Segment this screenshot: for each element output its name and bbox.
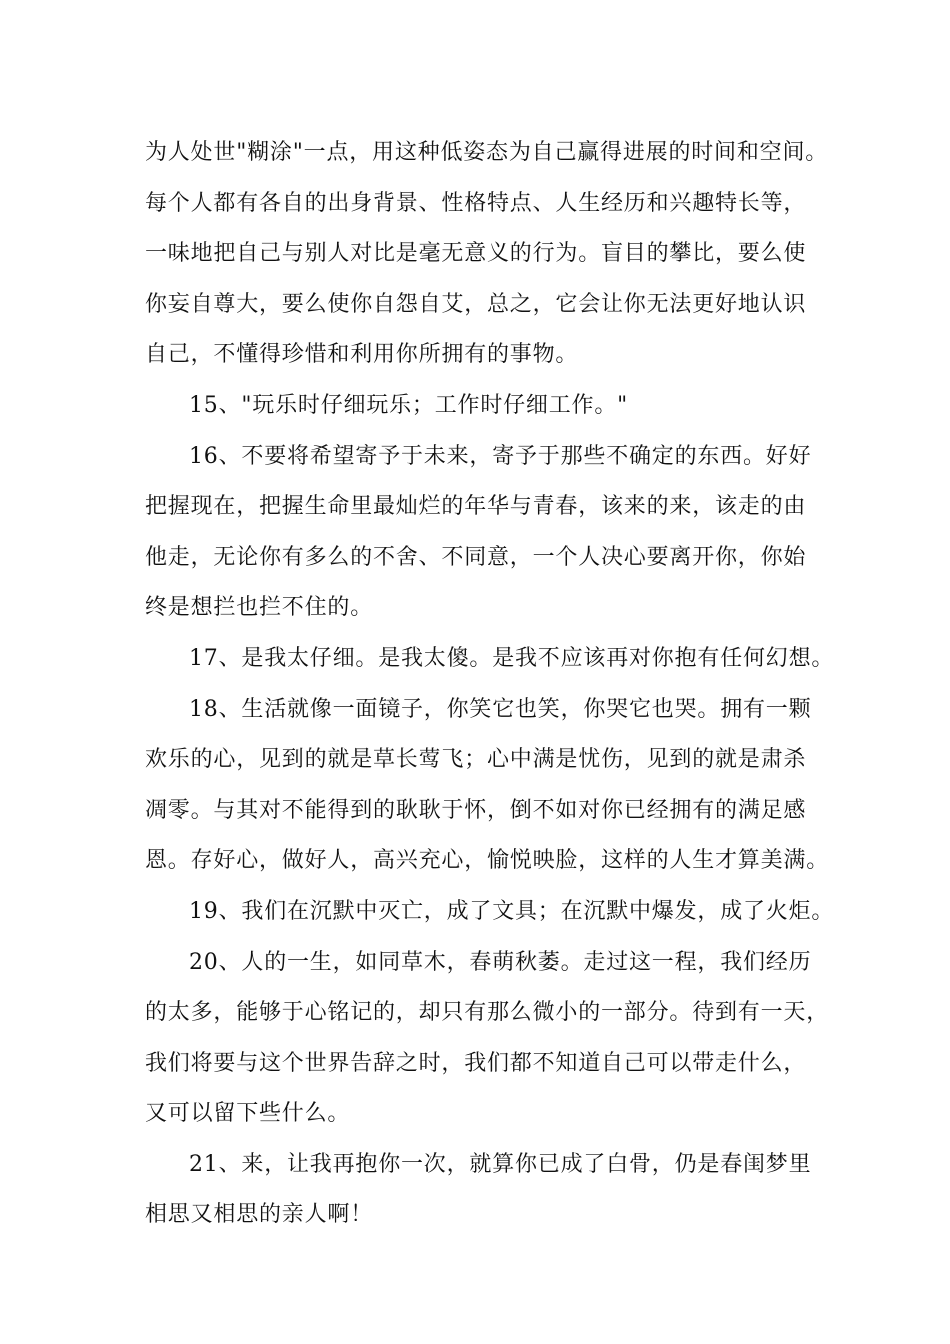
text-line: 终是想拦也拦不住的。 [145,595,374,621]
text-line: 他走，无论你有多么的不舍、不同意，一个人决心要离开你，你始 [145,544,807,570]
text-line: 欢乐的心，见到的就是草长莺飞；心中满是忧伤，见到的就是肃杀 [145,747,807,773]
text-line: 自己，不懂得珍惜和利用你所拥有的事物。 [145,342,579,368]
text-line: 20、人的一生，如同草木，春萌秋萎。走过这一程，我们经历 [189,949,812,975]
text-line: 21、来，让我再抱你一次，就算你已成了白骨，仍是春闺梦里 [189,1151,812,1177]
body-text [145,128,835,1241]
text-line: 凋零。与其对不能得到的耿耿于怀，倒不如对你已经拥有的满足感 [145,797,807,823]
text-line: 又可以留下些什么。 [145,1101,351,1127]
text-line: 为人处世"糊涂"一点，用这种低姿态为自己赢得进展的时间和空间。 [145,140,829,165]
text-line: 相思又相思的亲人啊！ [145,1202,374,1228]
text-line: 把握现在，把握生命里最灿烂的年华与青春，该来的来，该走的由 [145,494,807,520]
text-line: 19、我们在沉默中灭亡，成了文具；在沉默中爆发，成了火炬。 [189,898,835,924]
text-line: 15、"玩乐时仔细玩乐；工作时仔细工作。" [189,392,629,418]
text-line: 我们将要与这个世界告辞之时，我们都不知道自己可以带走什么， [145,1050,807,1076]
text-line: 你妄自尊大，要么使你自怨自艾，总之，它会让你无法更好地认识 [145,291,807,317]
text-line: 每个人都有各自的出身背景、性格特点、人生经历和兴趣特长等， [145,190,807,216]
text-line: 的太多，能够于心铭记的，却只有那么微小的一部分。待到有一天， [145,1000,830,1026]
text-line: 一味地把自己与别人对比是毫无意义的行为。盲目的攀比，要么使 [145,241,807,267]
text-line: 17、是我太仔细。是我太傻。是我不应该再对你抱有任何幻想。 [189,645,835,671]
text-line: 恩。存好心，做好人，高兴充心，愉悦映脸，这样的人生才算美满。 [145,848,830,874]
text-line: 18、生活就像一面镜子，你笑它也笑，你哭它也哭。拥有一颗 [189,696,812,722]
text-line: 16、不要将希望寄予于未来，寄予于那些不确定的东西。好好 [189,443,812,469]
